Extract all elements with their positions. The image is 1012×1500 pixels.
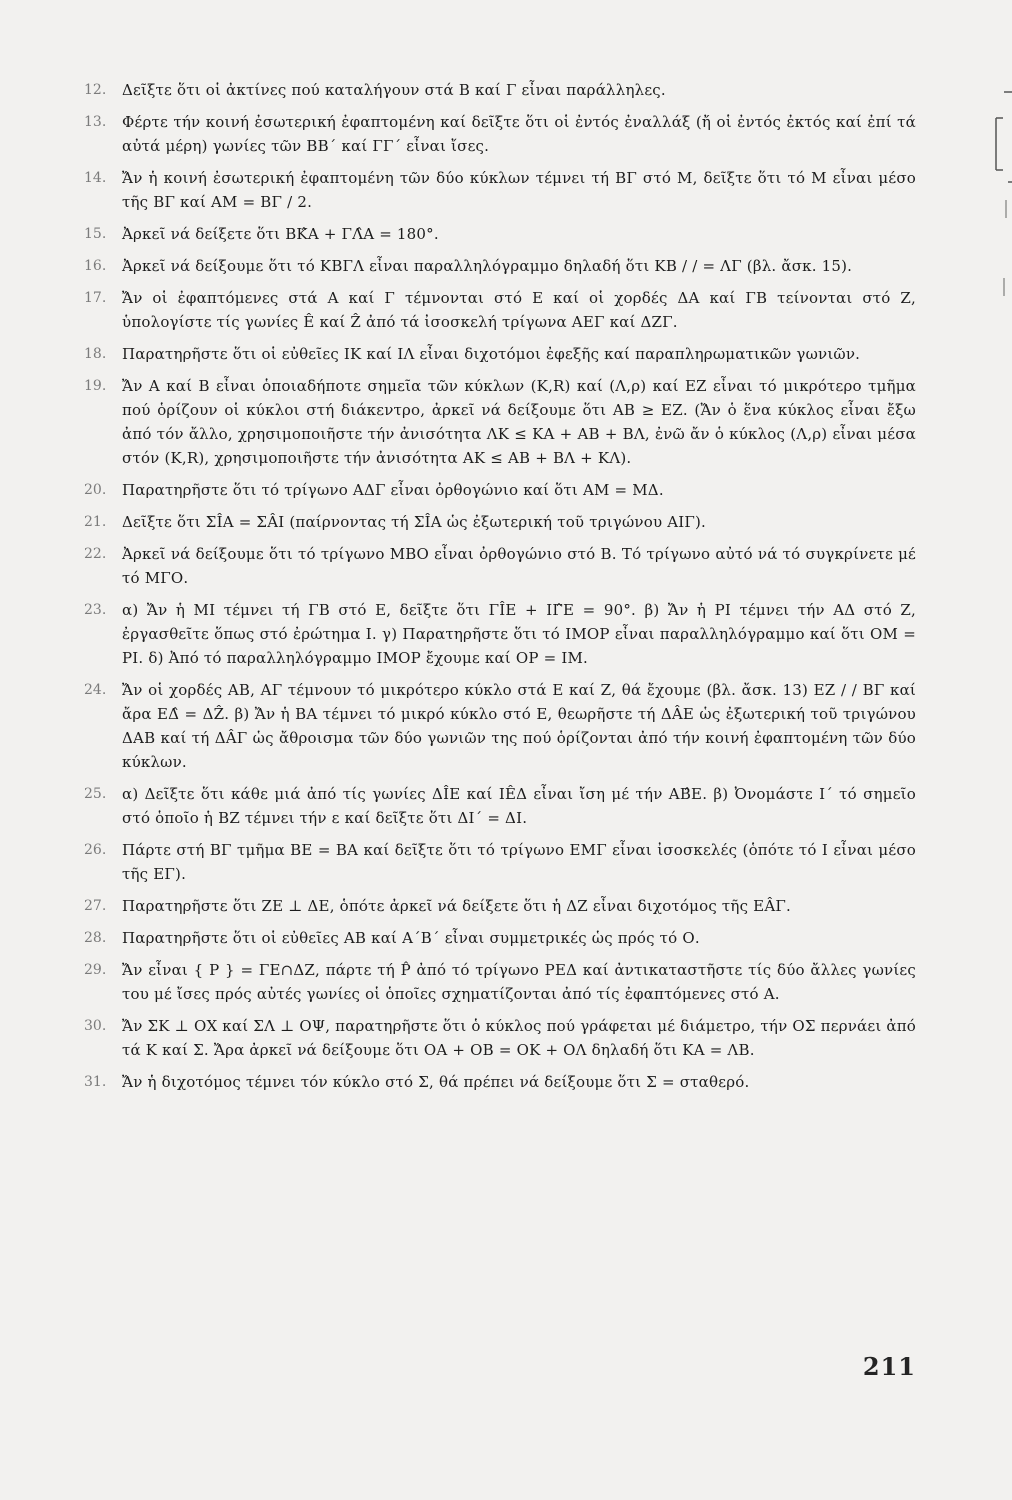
- exercise-item: [84, 342, 916, 366]
- exercise-text: Ἀρκεῖ νά δείξουμε ὅτι τό τρίγωνο ΜΒΟ εἶναι ὀρθογώνιο στό Β. Τό τρίγωνο αὐτό νά τό συγκρίνετε μέ τό ΜΓΟ.: [122, 545, 916, 587]
- exercise-item: [84, 678, 916, 774]
- exercise-item: [84, 374, 916, 470]
- exercise-number: 30.: [84, 1018, 107, 1034]
- exercise-number: 22.: [84, 546, 107, 562]
- exercise-number: 25.: [84, 786, 107, 802]
- exercise-item: [84, 254, 916, 278]
- exercise-number: 20.: [84, 482, 107, 498]
- exercise-number: 23.: [84, 602, 107, 618]
- exercise-item: [84, 286, 916, 334]
- exercise-item: [84, 478, 916, 502]
- exercise-text: Ἄν ΣΚ ⊥ ΟΧ καί ΣΛ ⊥ ΟΨ, παρατηρῆστε ὅτι ὁ κύκλος πού γράφεται μέ διάμετρο, τήν ΟΣ περνάει ἀπό τά Κ καί Σ. Ἄρα ἀρκεῖ νά δείξουμε ὅτι ΟΑ + ΟΒ = ΟΚ + ΟΛ δηλαδή ὅτι ΚΑ = ΛΒ.: [122, 1017, 916, 1059]
- exercise-text: Παρατηρῆστε ὅτι ΖΕ ⊥ ΔΕ, ὁπότε ἀρκεῖ νά δείξετε ὅτι ἡ ΔΖ εἶναι διχοτόμος τῆς ΕÂΓ.: [122, 897, 791, 915]
- exercise-text: Ἄν εἶναι { Ρ } = ΓΕ∩ΔΖ, πάρτε τή P̂ ἀπό τό τρίγωνο ΡΕΔ καί ἀντικαταστῆστε τίς δύο ἄλλες γωνίες του μέ ἴσες πρός αὐτές γωνίες οἱ ὁποῖες σχηματίζονται ἀπό τίς ἐφαπτόμενες στό Α.: [122, 961, 916, 1003]
- exercise-text: Πάρτε στή ΒΓ τμῆμα ΒΕ = ΒΑ καί δεῖξτε ὅτι τό τρίγωνο ΕΜΓ εἶναι ἰσοσκελές (ὁπότε τό Ι εἶναι μέσο τῆς ΕΓ).: [122, 841, 916, 883]
- exercise-number: 19.: [84, 378, 107, 394]
- exercise-item: [84, 542, 916, 590]
- exercise-item: [84, 222, 916, 246]
- exercise-item: [84, 926, 916, 950]
- exercise-number: 21.: [84, 514, 107, 530]
- exercise-item: [84, 782, 916, 830]
- exercise-number: 29.: [84, 962, 107, 978]
- exercise-text: Ἀρκεῖ νά δείξετε ὅτι ΒΚ̂Α + ΓΛ̂Α = 180°.: [122, 225, 439, 243]
- page-number: 211: [862, 1352, 916, 1381]
- exercise-text: Ἄν οἱ χορδές ΑΒ, ΑΓ τέμνουν τό μικρότερο κύκλο στά Ε καί Ζ, θά ἔχουμε (βλ. ἄσκ. 13) ΕΖ / / ΒΓ καί ἄρα ΕΔ̂ = ΔẐ. β) Ἄν ἡ ΒΑ τέμνει τό μικρό κύκλο στό Ε, θεωρῆστε τή ΔÂΕ ὡς ἐξωτερική τοῦ τριγώνου ΔΑΒ καί τή ΔÂΓ ὡς ἄθροισμα τῶν δύο γωνιῶν της πού ὁρίζονται ἀπό τήν κοινή ἐφαπτομένη τῶν δύο κύκλων.: [122, 681, 916, 771]
- exercise-text: α) Δεῖξτε ὅτι κάθε μιά ἀπό τίς γωνίες ΔÎΕ καί ΙÊΔ εἶναι ἴση μέ τήν ΑΒ̂Ε. β) Ὀνομάστε Ι΄ τό σημεῖο στό ὁποῖο ἡ ΒΖ τέμνει τήν ε καί δεῖξτε ὅτι ΔΙ΄ = ΔΙ.: [122, 785, 916, 827]
- exercise-number: 12.: [84, 82, 107, 98]
- exercise-list: [84, 78, 916, 1102]
- exercise-text: Ἄν οἱ ἐφαπτόμενες στά Α καί Γ τέμνονται στό Ε καί οἱ χορδές ΔΑ καί ΓΒ τείνονται στό Ζ, ὑπολογίστε τίς γωνίες Ê καί Ẑ ἀπό τά ἰσοσκελή τρίγωνα ΑΕΓ καί ΔΖΓ.: [122, 289, 916, 331]
- exercise-number: 28.: [84, 930, 107, 946]
- exercise-number: 16.: [84, 258, 107, 274]
- exercise-number: 17.: [84, 290, 107, 306]
- exercise-number: 15.: [84, 226, 107, 242]
- exercise-number: 26.: [84, 842, 107, 858]
- exercise-item: [84, 166, 916, 214]
- exercise-item: [84, 894, 916, 918]
- exercise-text: Ἄν ἡ διχοτόμος τέμνει τόν κύκλο στό Σ, θά πρέπει νά δείξουμε ὅτι Σ = σταθερό.: [122, 1073, 750, 1091]
- exercise-text: Φέρτε τήν κοινή ἐσωτερική ἐφαπτομένη καί δεῖξτε ὅτι οἱ ἐντός ἐναλλάξ (ἤ οἱ ἐντός ἐκτός καί ἐπί τά αὐτά μέρη) γωνίες τῶν ΒΒ΄ καί ΓΓ΄ εἶναι ἴσες.: [122, 113, 916, 155]
- exercise-item: [84, 598, 916, 670]
- exercise-text: Παρατηρῆστε ὅτι οἱ εὐθεῖες ΑΒ καί Α΄Β΄ εἶναι συμμετρικές ὡς πρός τό Ο.: [122, 929, 700, 947]
- exercise-number: 18.: [84, 346, 107, 362]
- exercise-number: 14.: [84, 170, 107, 186]
- exercise-item: [84, 110, 916, 158]
- exercise-number: 27.: [84, 898, 107, 914]
- exercise-text: Ἄν Α καί Β εἶναι ὁποιαδήποτε σημεῖα τῶν κύκλων (Κ,R) καί (Λ,ρ) καί ΕΖ εἶναι τό μικρότερο τμῆμα πού ὁρίζουν οἱ κύκλοι στή διάκεντρο, ἀρκεῖ νά δείξουμε ὅτι ΑΒ ≥ ΕΖ. (Ἄν ὁ ἕνα κύκλος εἶναι ἔξω ἀπό τόν ἄλλο, χρησιμοποιῆστε τήν ἀνισότητα ΛΚ ≤ ΚΑ + ΑΒ + ΒΛ, ἐνῶ ἄν ὁ κύκλος (Λ,ρ) εἶναι μέσα στόν (Κ,R), χρησιμοποιῆστε τήν ἀνισότητα ΑΚ ≤ ΑΒ + ΒΛ + ΚΛ).: [122, 377, 916, 467]
- exercise-item: [84, 78, 916, 102]
- exercise-item: [84, 958, 916, 1006]
- exercise-number: 13.: [84, 114, 107, 130]
- exercise-number: 31.: [84, 1074, 107, 1090]
- exercise-text: Δεῖξτε ὅτι ΣÎΑ = ΣÂΙ (παίρνοντας τή ΣÎΑ ὡς ἐξωτερική τοῦ τριγώνου ΑΙΓ).: [122, 513, 707, 531]
- exercise-text: α) Ἄν ἡ ΜΙ τέμνει τή ΓΒ στό Ε, δεῖξτε ὅτι ΓÎΕ + ΙΓ̂Ε = 90°. β) Ἄν ἡ ΡΙ τέμνει τήν ΑΔ στό Ζ, ἐργασθεῖτε ὅπως στό ἐρώτημα Ι. γ) Παρατηρῆστε ὅτι τό ΙΜΟΡ εἶναι παραλληλόγραμμο καί ὅτι ΟΜ = ΡΙ. δ) Ἀπό τό παραλληλόγραμμο ΙΜΟΡ ἔχουμε καί ΟΡ = ΙΜ.: [122, 601, 916, 667]
- exercise-number: 24.: [84, 682, 107, 698]
- exercise-text: Παρατηρῆστε ὅτι τό τρίγωνο ΑΔΓ εἶναι ὀρθογώνιο καί ὅτι ΑΜ = ΜΔ.: [122, 481, 664, 499]
- scan-edge-marks: [990, 0, 1012, 340]
- exercise-item: [84, 838, 916, 886]
- exercise-item: [84, 1070, 916, 1094]
- exercise-text: Παρατηρῆστε ὅτι οἱ εὐθεῖες ΙΚ καί ΙΛ εἶναι διχοτόμοι ἐφεξῆς καί παραπληρωματικῶν γωνιῶν.: [122, 345, 861, 363]
- exercise-text: Ἄν ἡ κοινή ἐσωτερική ἐφαπτομένη τῶν δύο κύκλων τέμνει τή ΒΓ στό Μ, δεῖξτε ὅτι τό Μ εἶναι μέσο τῆς ΒΓ καί ΑΜ = ΒΓ / 2.: [122, 169, 916, 211]
- exercise-item: [84, 510, 916, 534]
- exercise-text: Δεῖξτε ὅτι οἱ ἀκτίνες πού καταλήγουν στά Β καί Γ εἶναι παράλληλες.: [122, 81, 666, 99]
- exercise-item: [84, 1014, 916, 1062]
- exercise-text: Ἀρκεῖ νά δείξουμε ὅτι τό ΚΒΓΛ εἶναι παραλληλόγραμμο δηλαδή ὅτι ΚΒ / / = ΛΓ (βλ. ἄσκ. 15).: [122, 257, 853, 275]
